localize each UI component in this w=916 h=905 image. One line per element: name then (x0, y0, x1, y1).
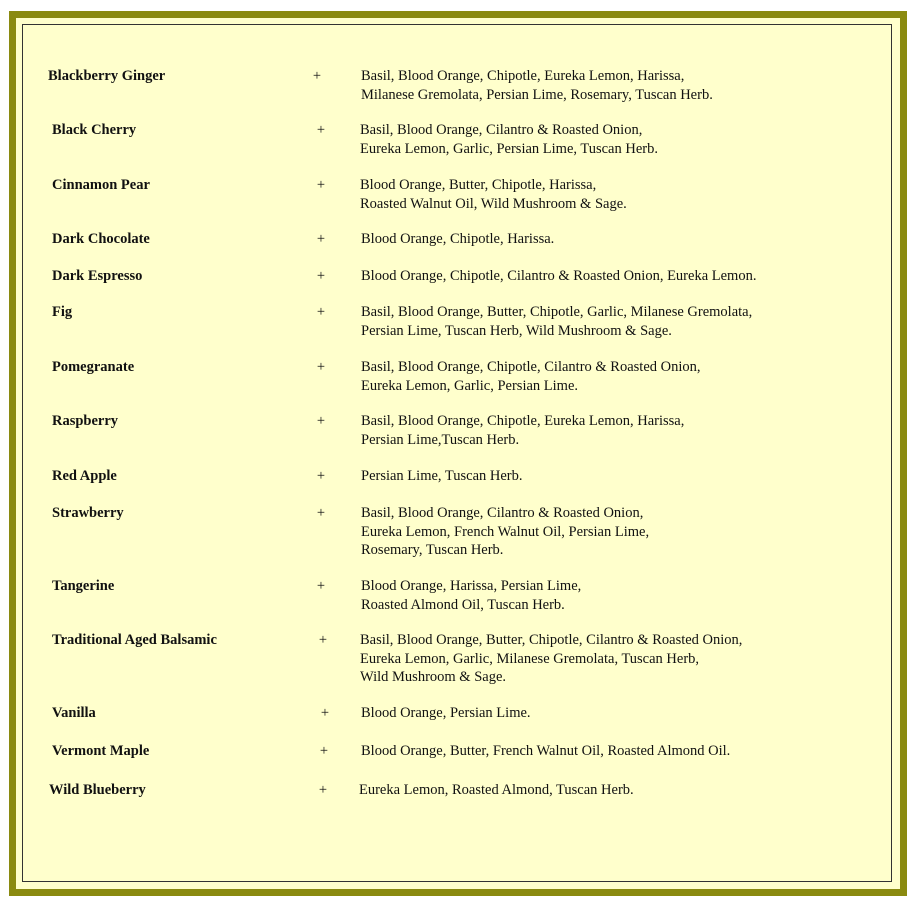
plus-sign: + (312, 68, 322, 84)
plus-sign: + (316, 231, 326, 247)
oil-pairings: Blood Orange, Chipotle, Cilantro & Roasted Onion, Eureka Lemon. (361, 268, 757, 284)
oil-pairings: Basil, Blood Orange, Chipotle, Eureka Lemon, Harissa, Persian Lime,Tuscan Herb. (361, 413, 685, 448)
vinegar-name: Vanilla (52, 705, 96, 721)
plus-sign: + (318, 632, 328, 648)
plus-sign: + (316, 359, 326, 375)
plus-sign: + (316, 413, 326, 429)
vinegar-name: Vermont Maple (52, 743, 150, 759)
oil-pairings: Eureka Lemon, Roasted Almond, Tuscan Herb. (359, 782, 634, 798)
plus-sign: + (316, 122, 326, 138)
plus-sign: + (316, 268, 326, 284)
vinegar-name: Cinnamon Pear (52, 177, 150, 193)
oil-pairings: Basil, Blood Orange, Chipotle, Eureka Lemon, Harissa, Milanese Gremolata, Persian Lime, Rosemary, Tuscan Herb. (361, 68, 713, 103)
plus-sign: + (316, 578, 326, 594)
vinegar-name: Dark Chocolate (52, 231, 150, 247)
vinegar-name: Black Cherry (52, 122, 137, 138)
plus-sign: + (316, 505, 326, 521)
oil-pairings: Blood Orange, Chipotle, Harissa. (361, 231, 555, 247)
oil-pairings: Blood Orange, Butter, Chipotle, Harissa, Roasted Walnut Oil, Wild Mushroom & Sage. (360, 177, 627, 212)
vinegar-name: Pomegranate (52, 359, 135, 375)
vinegar-name: Red Apple (52, 468, 117, 484)
oil-pairings: Basil, Blood Orange, Cilantro & Roasted Onion, Eureka Lemon, French Walnut Oil, Persian Lime, Rosemary, Tuscan Herb. (361, 505, 650, 558)
vinegar-name: Dark Espresso (52, 268, 143, 284)
oil-pairings: Blood Orange, Butter, French Walnut Oil, Roasted Almond Oil. (361, 743, 731, 759)
plus-sign: + (316, 468, 326, 484)
vinegar-name: Blackberry Ginger (48, 68, 166, 84)
vinegar-name: Strawberry (52, 505, 124, 521)
oil-pairings: Persian Lime, Tuscan Herb. (361, 468, 523, 484)
oil-pairings: Blood Orange, Harissa, Persian Lime, Roasted Almond Oil, Tuscan Herb. (361, 578, 582, 613)
vinegar-name: Raspberry (52, 413, 119, 429)
plus-sign: + (320, 705, 330, 721)
plus-sign: + (316, 177, 326, 193)
plus-sign: + (319, 743, 329, 759)
plus-sign: + (316, 304, 326, 320)
vinegar-name: Fig (52, 304, 73, 320)
vinegar-name: Tangerine (52, 578, 115, 594)
oil-pairings: Blood Orange, Persian Lime. (361, 705, 531, 721)
oil-pairings: Basil, Blood Orange, Chipotle, Cilantro & Roasted Onion, Eureka Lemon, Garlic, Persian Lime. (361, 359, 701, 394)
vinegar-name: Traditional Aged Balsamic (52, 632, 217, 648)
oil-pairings: Basil, Blood Orange, Butter, Chipotle, Garlic, Milanese Gremolata, Persian Lime, Tuscan Herb, Wild Mushroom & Sage. (361, 304, 753, 339)
oil-pairings: Basil, Blood Orange, Butter, Chipotle, Cilantro & Roasted Onion, Eureka Lemon, Garlic, Milanese Gremolata, Tuscan Herb, Wild Mushroom & Sage. (360, 632, 743, 685)
vinegar-name: Wild Blueberry (49, 782, 146, 798)
plus-sign: + (318, 782, 328, 798)
oil-pairings: Basil, Blood Orange, Cilantro & Roasted Onion, Eureka Lemon, Garlic, Persian Lime, Tuscan Herb. (360, 122, 658, 157)
